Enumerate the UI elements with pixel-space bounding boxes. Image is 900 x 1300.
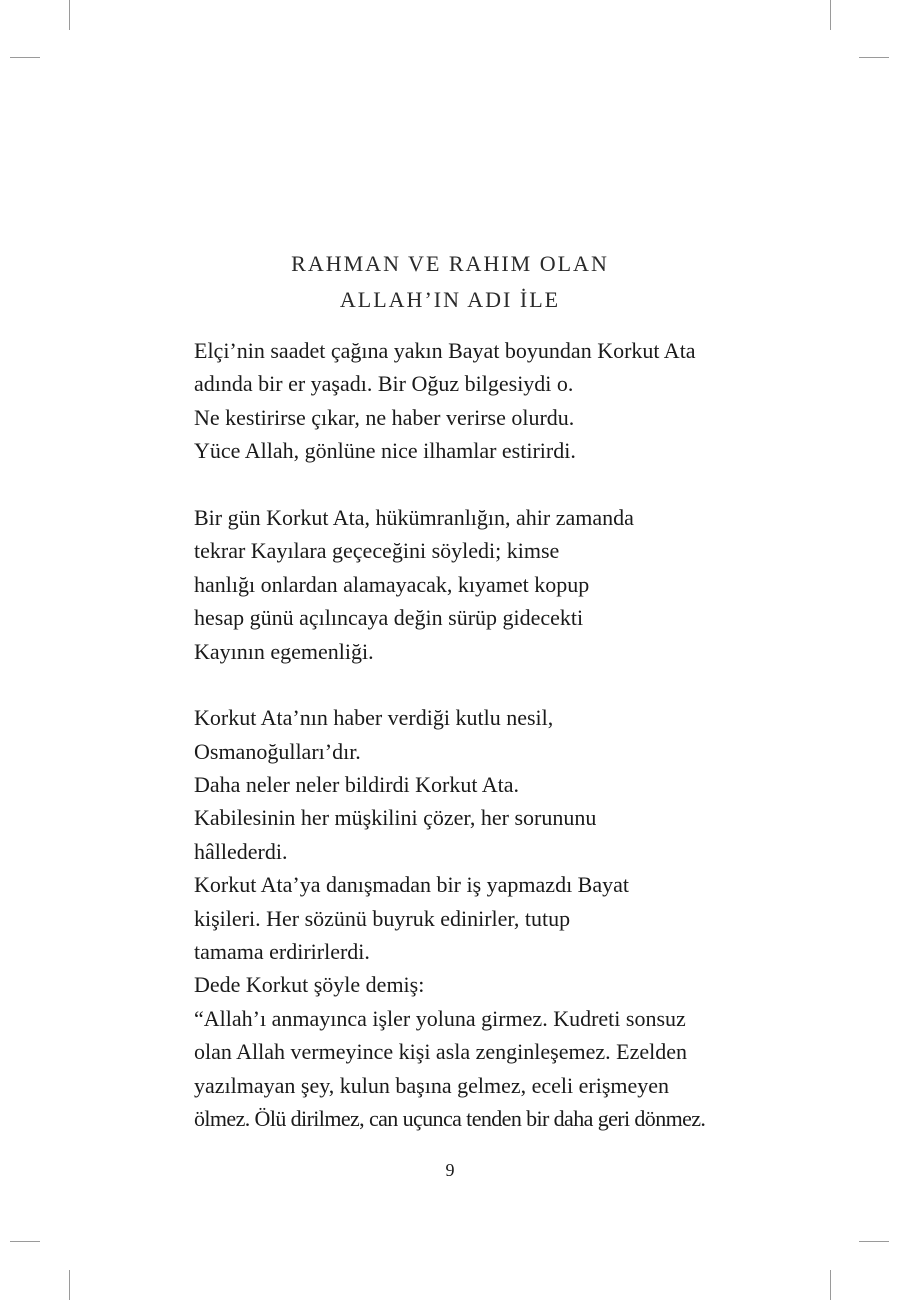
page-number: 9 — [445, 1160, 455, 1180]
crop-mark-left-top — [10, 57, 40, 58]
title-line-2: ALLAH’IN ADI İLE — [339, 287, 561, 312]
text-line: yazılmayan şey, kulun başına gelmez, eceli erişmeyen — [194, 1072, 670, 1098]
text-line: tekrar Kayılara geçeceğini söyledi; kimse — [194, 538, 560, 564]
paragraph-gap — [194, 668, 794, 701]
text-line: ölmez. Ölü dirilmez, can uçunca tenden bir daha geri dönmez. — [194, 1105, 706, 1131]
text-line: Osmanoğulları’dır. — [194, 738, 361, 764]
chapter-title — [0, 246, 900, 318]
text-line: Kabilesinin her müşkilini çözer, her sorununu — [194, 805, 597, 831]
crop-mark-bottom-left — [69, 1270, 70, 1300]
text-line: hâllederdi. — [194, 838, 288, 864]
title-line-1: RAHMAN VE RAHIM OLAN — [291, 251, 609, 276]
text-line: kişileri. Her sözünü buyruk edinirler, tutup — [194, 905, 571, 931]
text-line: Kayının egemenliği. — [194, 638, 374, 664]
crop-mark-top-right — [830, 0, 831, 30]
text-line: Dede Korkut şöyle demiş: — [194, 972, 425, 998]
text-line: Bir gün Korkut Ata, hükümranlığın, ahir zamanda — [194, 504, 634, 530]
text-line: Yüce Allah, gönlüne nice ilhamlar estirirdi. — [194, 438, 576, 464]
text-line: Elçi’nin saadet çağına yakın Bayat boyundan Korkut Ata — [194, 338, 696, 363]
crop-mark-right-top — [859, 57, 889, 58]
text-line: adında bir er yaşadı. Bir Oğuz bilgesiydi o. — [194, 371, 574, 397]
paragraph-gap — [194, 468, 794, 501]
body-text — [194, 334, 794, 1135]
text-line: Ne kestirirse çıkar, ne haber verirse olurdu. — [194, 404, 575, 430]
crop-mark-bottom-right — [830, 1270, 831, 1300]
text-line: Daha neler neler bildirdi Korkut Ata. — [194, 772, 520, 798]
text-line: Korkut Ata’nın haber verdiği kutlu nesil, — [194, 705, 554, 731]
crop-mark-right-bottom — [859, 1241, 889, 1242]
text-line: olan Allah vermeyince kişi asla zenginleşemez. Ezelden — [194, 1039, 687, 1065]
text-line: Korkut Ata’ya danışmadan bir iş yapmazdı Bayat — [194, 872, 629, 898]
text-line: hesap günü açılıncaya değin sürüp gidecekti — [194, 605, 584, 631]
crop-mark-top-left — [69, 0, 70, 30]
text-line: tamama erdirirlerdi. — [194, 939, 370, 965]
crop-mark-left-bottom — [10, 1241, 40, 1242]
text-line: “Allah’ı anmayınca işler yoluna girmez. Kudreti sonsuz — [194, 1005, 686, 1031]
text-line: hanlığı onlardan alamayacak, kıyamet kopup — [194, 571, 590, 597]
